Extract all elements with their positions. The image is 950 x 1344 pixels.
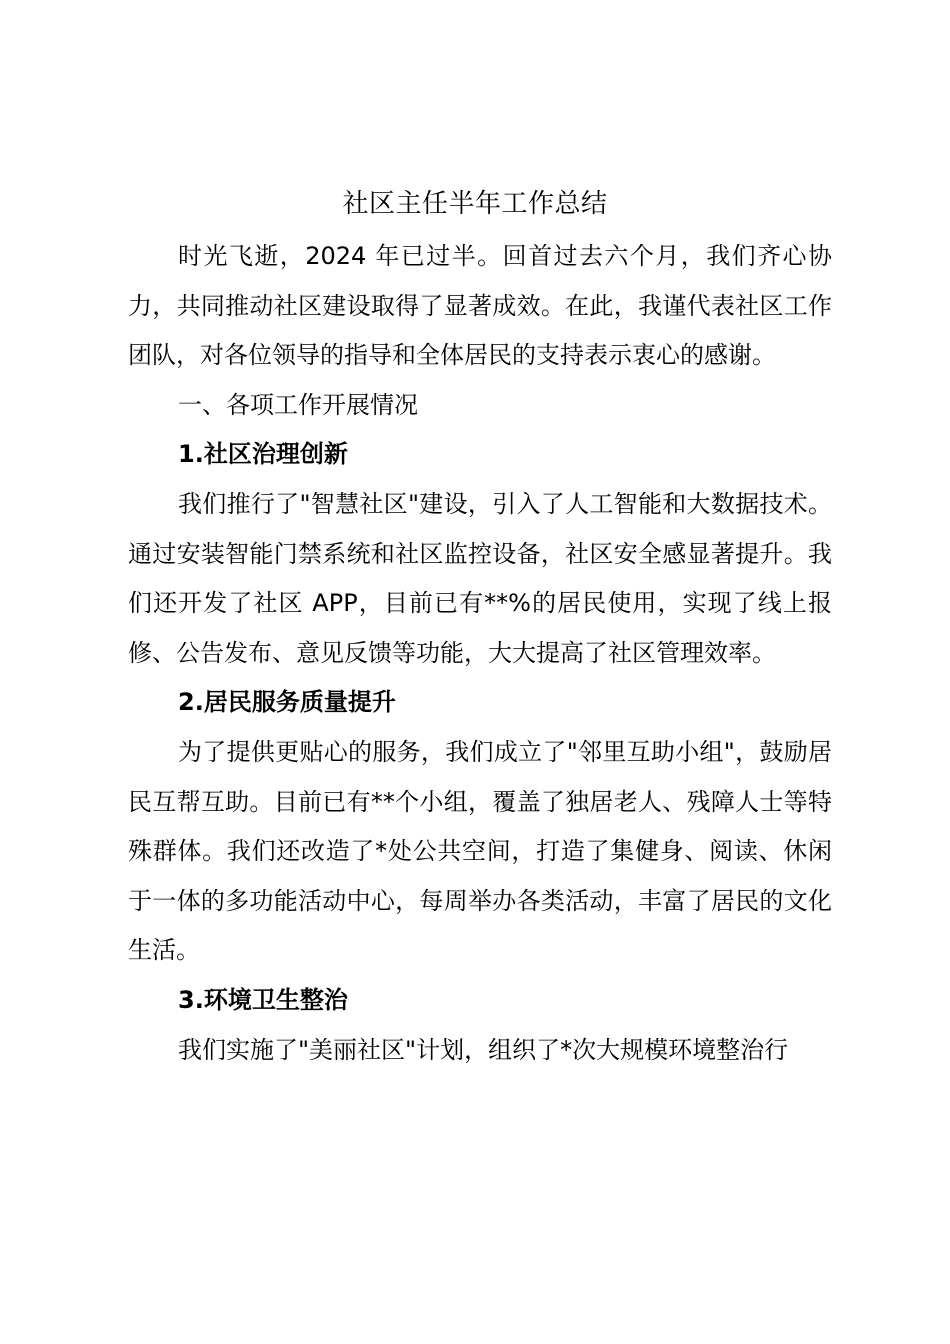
subheading-community-governance: 1.社区治理创新 — [178, 440, 348, 469]
subheading-resident-service: 2.居民服务质量提升 — [178, 688, 396, 717]
document-body — [128, 232, 832, 1075]
paragraph-resident-service: 为了提供更贴心的服务，我们成立了"邻里互助小组"，鼓励居民互帮互助。目前已有**个小组，覆盖了独居老人、残障人士等特殊群体。我们还改造了*处公共空间，打造了集健身、阅读、休闲于一体的多功能活动中心，每周举办各类活动，丰富了居民的文化生活。 — [128, 737, 832, 965]
section-heading-work-progress: 一、各项工作开展情况 — [178, 390, 418, 419]
subheading-environment: 3.环境卫生整治 — [178, 985, 348, 1014]
paragraph-community-governance: 我们推行了"智慧社区"建设，引入了人工智能和大数据技术。通过安装智能门禁系统和社区监控设备，社区安全感显著提升。我们还开发了社区 APP，目前已有**%的居民使用，实现了线上报修、公告发布、意见反馈等功能，大大提高了社区管理效率。 — [128, 489, 832, 667]
paragraph-environment: 我们实施了"美丽社区"计划，组织了*次大规模环境整治行 — [178, 1035, 789, 1064]
intro-paragraph: 时光飞逝，2024 年已过半。回首过去六个月，我们齐心协力，共同推动社区建设取得了显著成效。在此，我谨代表社区工作团队，对各位领导的指导和全体居民的支持表示衷心的感谢。 — [128, 242, 832, 370]
document-title: 社区主任半年工作总结 — [342, 189, 608, 219]
